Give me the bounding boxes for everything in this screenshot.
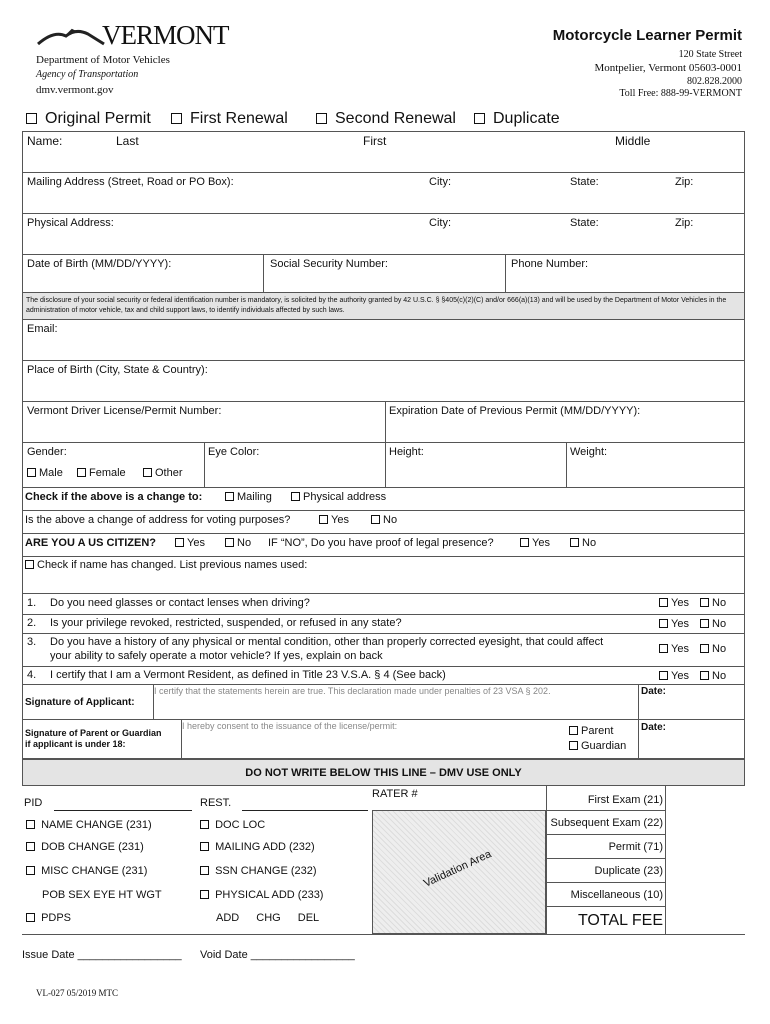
doc-loc[interactable] (200, 819, 265, 831)
citizen-label: ARE YOU A US CITIZEN? (25, 537, 156, 549)
duplicate-option[interactable] (474, 110, 560, 128)
question-text: Do you have a history of any physical or mental condition, other than properly corrected eyesight, that could affect (50, 636, 604, 648)
question-2 (23, 615, 744, 633)
question-4 (23, 667, 744, 684)
checkbox-icon[interactable] (700, 671, 709, 680)
change-label: Check if the above is a change to: (25, 491, 203, 503)
other-option[interactable] (143, 467, 183, 479)
toll-free: Toll Free: 888-99-VERMONT (619, 88, 742, 99)
checkbox-icon[interactable] (25, 560, 34, 569)
voting-yes-option[interactable] (319, 514, 349, 526)
option-label: Female (89, 467, 126, 479)
parent-date-label: Date: (641, 722, 667, 733)
second-renewal-option[interactable] (316, 110, 456, 128)
name-change-option[interactable] (25, 559, 307, 571)
name-change-231[interactable] (26, 819, 152, 831)
option-label: Yes (187, 537, 205, 549)
option-label: No (237, 537, 252, 549)
agency-name: Agency of Transportation (36, 69, 139, 80)
validation-area (372, 810, 546, 934)
male-option[interactable] (27, 467, 63, 479)
fee-subsequent-exam: Subsequent Exam (22) (550, 817, 663, 829)
option-label: Yes (671, 643, 689, 655)
ssn-change-232[interactable] (200, 865, 317, 877)
fee-first-exam: First Exam (21) (587, 794, 663, 806)
no-option[interactable] (700, 618, 726, 630)
option-label: No (712, 597, 727, 609)
citizen-row (23, 534, 744, 556)
option-label: Physical address (303, 491, 387, 503)
dmv-use-title: DO NOT WRITE BELOW THIS LINE – DMV USE ONLY (245, 767, 522, 779)
checkbox-icon[interactable] (659, 619, 668, 628)
checkbox-icon[interactable] (225, 538, 234, 547)
name-change-row[interactable] (23, 557, 744, 593)
option-label: Guardian (581, 740, 627, 752)
physical-add-233[interactable] (200, 889, 323, 901)
checkbox-icon[interactable] (371, 515, 380, 524)
add-chg-del: ADD CHG DEL (216, 912, 320, 924)
physical-address-label: Physical Address: (27, 217, 114, 229)
logo-text: VERMONT (102, 20, 229, 50)
checkbox-icon[interactable] (26, 842, 35, 851)
checkbox-icon[interactable] (316, 113, 327, 124)
permit-type-row (26, 110, 746, 130)
option-label: Second Renewal (335, 110, 456, 127)
checkbox-icon[interactable] (200, 820, 209, 829)
option-label: No (712, 618, 727, 630)
dmv-section (22, 786, 745, 934)
no-option[interactable] (700, 597, 726, 609)
option-label: MAILING ADD (232) (215, 841, 315, 853)
email-label: Email: (27, 323, 58, 335)
option-label: Yes (671, 670, 689, 682)
checkbox-icon[interactable] (26, 820, 35, 829)
question-text: I certify that I am a Vermont Resident, as defined in Title 23 V.S.A. § 4 (See back) (50, 669, 446, 681)
middle-name-label: Middle (615, 134, 651, 148)
checkbox-icon[interactable] (520, 538, 529, 547)
option-label: DOC LOC (215, 819, 266, 831)
no-option[interactable] (700, 670, 726, 682)
checkbox-icon[interactable] (569, 726, 578, 735)
applicant-date-label: Date: (641, 686, 667, 697)
checkbox-icon[interactable] (659, 644, 668, 653)
option-label: First Renewal (190, 110, 288, 127)
physical-city-label: City: (429, 217, 451, 229)
dept-name: Department of Motor Vehicles (36, 54, 170, 66)
applicant-signature-label: Signature of Applicant: (25, 697, 135, 708)
yes-option[interactable] (659, 597, 689, 609)
option-label: No (383, 514, 398, 526)
void-date-field[interactable]: Void Date _________________ (200, 949, 355, 961)
license-number-label: Vermont Driver License/Permit Number: (27, 405, 222, 417)
option-label: Yes (532, 537, 550, 549)
checkbox-icon[interactable] (171, 113, 182, 124)
form-code: VL-027 05/2019 MTC (36, 988, 118, 998)
weight-label: Weight: (570, 446, 608, 458)
certify-statement: I certify that the statements herein are true. This declaration made under penalties of 23 VSA § 202. (154, 686, 551, 696)
gender-label: Gender: (27, 446, 67, 458)
checkbox-icon[interactable] (659, 598, 668, 607)
checkbox-icon[interactable] (200, 842, 209, 851)
dob-change-231[interactable] (26, 841, 144, 853)
citizen-no-option[interactable] (225, 537, 251, 549)
first-renewal-option[interactable] (171, 110, 288, 128)
pob-sex-eye: POB SEX EYE HT WGT (42, 889, 162, 901)
checkbox-icon[interactable] (26, 913, 35, 922)
question-number: 3. (27, 636, 37, 648)
rater-label: RATER # (372, 788, 418, 800)
dob-row[interactable] (23, 255, 744, 293)
phone-number-label: Phone Number: (511, 258, 589, 270)
voting-row (23, 511, 744, 533)
legal-presence-no-option[interactable] (570, 537, 596, 549)
name-row[interactable] (23, 132, 744, 172)
form-title: Motorcycle Learner Permit (552, 27, 742, 44)
mailing-add-232[interactable] (200, 841, 315, 853)
mailing-address-row[interactable] (23, 173, 744, 213)
question-3 (23, 634, 744, 666)
rest-label: REST. (200, 797, 232, 809)
option-label: SSN CHANGE (232) (215, 865, 317, 877)
option-label: Yes (331, 514, 349, 526)
yes-option[interactable] (659, 670, 689, 682)
option-label: Parent (581, 725, 614, 737)
checkbox-icon[interactable] (291, 492, 300, 501)
no-option[interactable] (700, 643, 726, 655)
option-label: MISC CHANGE (231) (41, 865, 148, 877)
physical-address-row[interactable] (23, 214, 744, 254)
change-row (23, 488, 744, 510)
parent-signature-label: Signature of Parent or Guardian (25, 728, 162, 738)
option-label: NAME CHANGE (231) (41, 819, 152, 831)
female-option[interactable] (77, 467, 126, 479)
license-row[interactable] (23, 402, 744, 442)
phone: 802.828.2000 (687, 76, 742, 87)
fee-permit: Permit (71) (608, 841, 663, 853)
option-label: DOB CHANGE (231) (41, 841, 144, 853)
place-of-birth-row[interactable] (23, 361, 744, 401)
expiration-date-label: Expiration Date of Previous Permit (MM/DD/YYYY): (389, 405, 641, 417)
ssn-disclosure: The disclosure of your social security or federal identification number is mandatory, is solicited by the authority granted by 42 U.S.C. § §405(c)(2)(C) and/or 666(a)(13) and will be used by the Department of Motor Vehicles in the administration of motor vehicle, tax and child support laws, to identify individuals affected by such laws. (23, 293, 744, 319)
applicant-signature-row[interactable] (23, 685, 744, 719)
option-label: Original Permit (45, 110, 151, 127)
last-name-label: Last (116, 134, 139, 148)
consent-statement: I hereby consent to the issuance of the license/permit: (182, 721, 398, 731)
attributes-row[interactable] (23, 443, 744, 487)
option-label: No (712, 670, 727, 682)
first-name-label: First (363, 134, 387, 148)
option-label: No (712, 643, 727, 655)
checkbox-icon[interactable] (26, 113, 37, 124)
misc-change-231[interactable] (26, 865, 147, 877)
option-label: PDPS (41, 912, 72, 924)
physical-zip-label: Zip: (675, 217, 694, 229)
parent-option[interactable] (569, 725, 613, 737)
checkbox-icon[interactable] (569, 741, 578, 750)
checkbox-icon[interactable] (700, 644, 709, 653)
parent-signature-sublabel: if applicant is under 18: (25, 739, 126, 749)
pdps[interactable] (26, 912, 71, 924)
checkbox-icon[interactable] (175, 538, 184, 547)
pid-label: PID (24, 797, 43, 809)
mailing-city-label: City: (429, 176, 451, 188)
option-label: Male (39, 467, 63, 479)
parent-signature-row[interactable] (23, 720, 744, 758)
website: dmv.vermont.gov (36, 84, 114, 96)
logo (36, 20, 229, 50)
question-text: Is your privilege revoked, restricted, suspended, or refused in any state? (50, 617, 402, 629)
question-text: Do you need glasses or contact lenses when driving? (50, 597, 310, 609)
yes-option[interactable] (659, 618, 689, 630)
address-line-2: Montpelier, Vermont 05603-0001 (594, 62, 742, 74)
checkbox-icon[interactable] (659, 671, 668, 680)
question-number: 4. (27, 669, 37, 681)
checkbox-icon[interactable] (700, 598, 709, 607)
original-permit-option[interactable] (26, 110, 151, 128)
mailing-address-label: Mailing Address (Street, Road or PO Box): (27, 176, 234, 188)
checkbox-icon[interactable] (77, 468, 86, 477)
checkbox-icon[interactable] (143, 468, 152, 477)
eye-color-label: Eye Color: (208, 446, 260, 458)
voting-label: Is the above a change of address for voting purposes? (25, 514, 291, 526)
fee-miscellaneous: Miscellaneous (10) (570, 889, 663, 901)
citizen-yes-option[interactable] (175, 537, 205, 549)
mailing-zip-label: Zip: (675, 176, 694, 188)
issue-date-field[interactable]: Issue Date _________________ (22, 949, 182, 961)
checkbox-icon[interactable] (26, 866, 35, 875)
checkbox-icon[interactable] (225, 492, 234, 501)
ssn-label: Social Security Number: (270, 258, 388, 270)
question-number: 2. (27, 617, 37, 629)
option-label: Check if name has changed. List previous names used: (37, 559, 308, 571)
place-of-birth-label: Place of Birth (City, State & Country): (27, 364, 208, 376)
name-label: Name: (27, 134, 63, 148)
option-label: Other (155, 467, 183, 479)
checkbox-icon[interactable] (700, 619, 709, 628)
question-number: 1. (27, 597, 37, 609)
mountain-logo-icon (36, 24, 106, 48)
total-fee-label: TOTAL FEE (577, 912, 663, 929)
physical-change-option[interactable] (291, 491, 386, 503)
legal-presence-yes-option[interactable] (520, 537, 550, 549)
email-row[interactable] (23, 320, 744, 360)
option-label: Mailing (237, 491, 272, 503)
height-label: Height: (389, 446, 424, 458)
question-text-line-2: your ability to safely operate a motor vehicle? If yes, explain on back (50, 650, 383, 662)
yes-option[interactable] (659, 643, 689, 655)
mailing-change-option[interactable] (225, 491, 272, 503)
option-label: No (582, 537, 597, 549)
address-line-1: 120 State Street (678, 49, 742, 60)
option-label: Yes (671, 597, 689, 609)
checkbox-icon[interactable] (200, 866, 209, 875)
physical-state-label: State: (570, 217, 599, 229)
legal-presence-question: IF “NO”, Do you have proof of legal presence? (268, 537, 494, 549)
checkbox-icon[interactable] (27, 468, 36, 477)
checkbox-icon[interactable] (474, 113, 485, 124)
option-label: Yes (671, 618, 689, 630)
question-1 (23, 594, 744, 614)
mailing-state-label: State: (570, 176, 599, 188)
option-label: Duplicate (493, 110, 560, 127)
checkbox-icon[interactable] (570, 538, 579, 547)
validation-area-label: Validation Area (421, 848, 494, 890)
guardian-option[interactable] (569, 740, 626, 752)
checkbox-icon[interactable] (319, 515, 328, 524)
voting-no-option[interactable] (371, 514, 397, 526)
checkbox-icon[interactable] (200, 890, 209, 899)
option-label: PHYSICAL ADD (233) (215, 889, 324, 901)
dob-label: Date of Birth (MM/DD/YYYY): (27, 258, 172, 270)
dmv-use-header (22, 759, 745, 786)
fee-duplicate: Duplicate (23) (594, 865, 663, 877)
